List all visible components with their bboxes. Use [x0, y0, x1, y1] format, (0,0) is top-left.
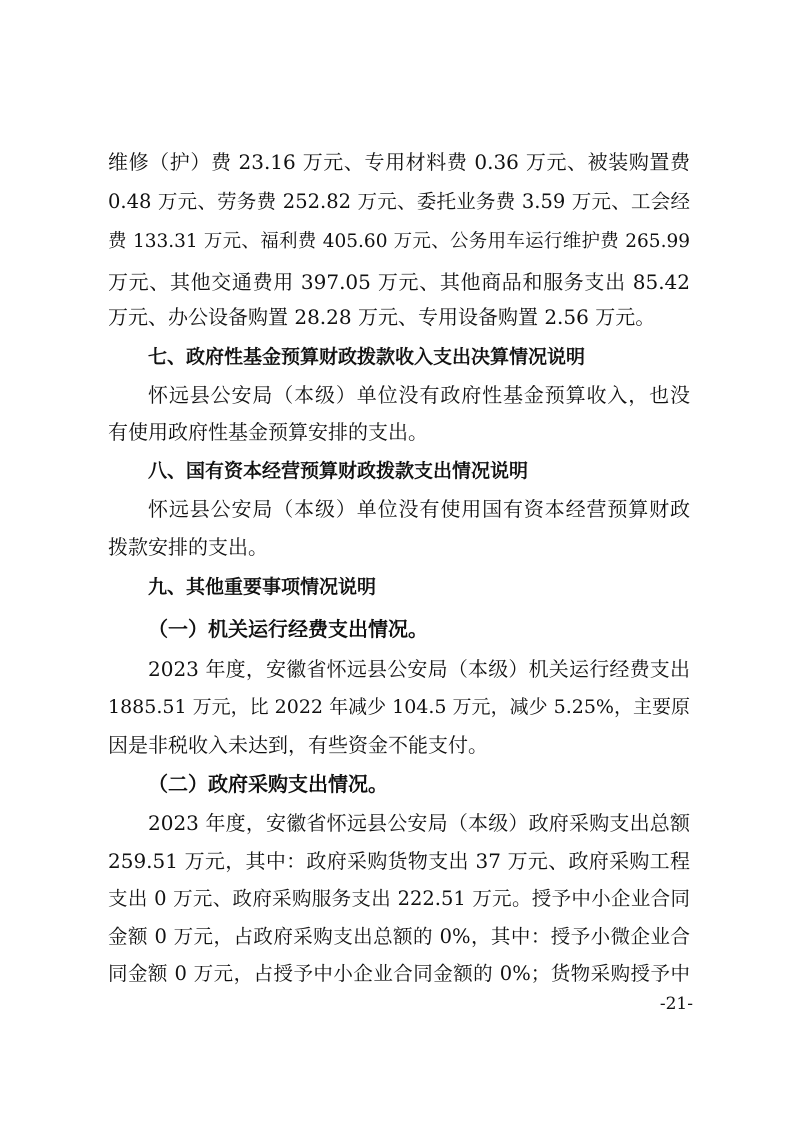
body-line: 支出 0 万元、政府采购服务支出 222.51 万元。授予中小企业合同 [108, 887, 690, 910]
body-line: 万元、办公设备购置 28.28 万元、专用设备购置 2.56 万元。 [108, 305, 656, 329]
section-heading: 七、政府性基金预算财政拨款收入支出决算情况说明 [148, 346, 586, 368]
section-heading: 八、国有资本经营预算财政拨款支出情况说明 [148, 460, 529, 482]
subsection-heading: （一）机关运行经费支出情况。 [148, 617, 428, 641]
body-line: 259.51 万元，其中：政府采购货物支出 37 万元、政府采购工程 [108, 849, 690, 873]
body-line: 同金额 0 万元，占授予中小企业合同金额的 0%；货物采购授予中 [108, 962, 690, 985]
body-line: 因是非税收入未达到，有些资金不能支付。 [108, 733, 488, 757]
body-line: 拨款安排的支出。 [108, 535, 268, 559]
body-line: 0.48 万元、劳务费 252.82 万元、委托业务费 3.59 万元、工会经 [108, 190, 690, 213]
section-heading: 九、其他重要事项情况说明 [148, 576, 377, 598]
body-line: 1885.51 万元，比 2022 年减少 104.5 万元，减少 5.25%，主要原 [108, 696, 690, 718]
body-line: 金额 0 万元，占政府采购支出总额的 0%，其中：授予小微企业合 [108, 925, 690, 948]
body-line: 万元、其他交通费用 397.05 万元、其他商品和服务支出 85.42 [108, 270, 690, 294]
body-line: 维修（护）费 23.16 万元、专用材料费 0.36 万元、被装购置费 [108, 150, 690, 174]
body-line: 怀远县公安局（本级）单位没有使用国有资本经营预算财政 [148, 497, 690, 521]
body-line: 2023 年度，安徽省怀远县公安局（本级）政府采购支出总额 [148, 811, 690, 835]
subsection-heading: （二）政府采购支出情况。 [148, 772, 388, 796]
body-line: 费 133.31 万元、福利费 405.60 万元、公务用车运行维护费 265.99 [108, 231, 690, 252]
page-number: -21- [659, 994, 693, 1014]
body-line: 怀远县公安局（本级）单位没有政府性基金预算收入，也没 [148, 383, 690, 407]
body-line: 2023 年度，安徽省怀远县公安局（本级）机关运行经费支出 [148, 657, 690, 681]
body-line: 有使用政府性基金预算安排的支出。 [108, 420, 428, 444]
